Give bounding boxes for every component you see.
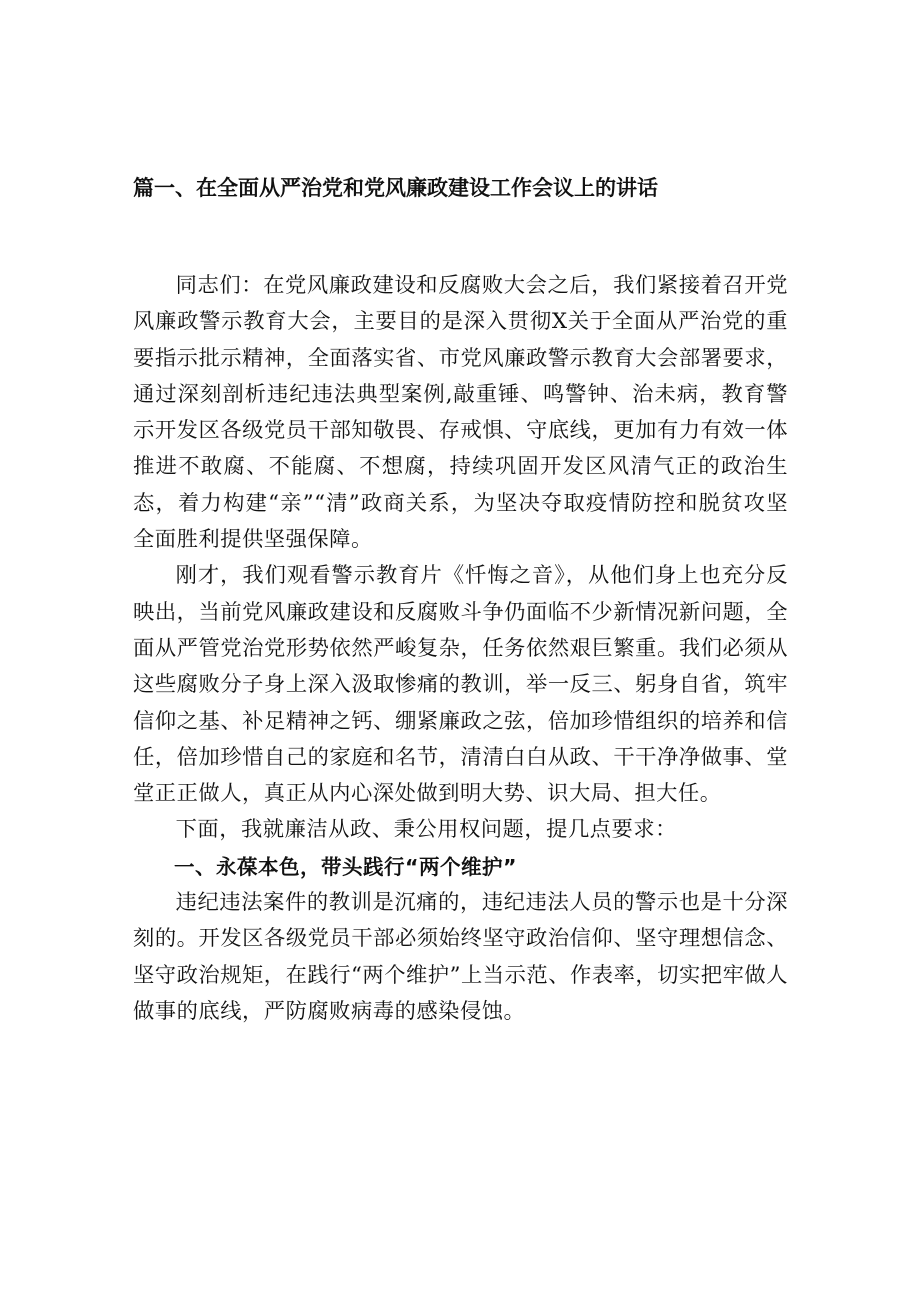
paragraph-requirements-intro: 下面，我就廉洁从政、秉公用权问题，提几点要求： xyxy=(175,817,677,843)
section-heading-1: 一、永葆本色，带头践行“两个维护” xyxy=(174,854,517,879)
paragraph-section-1: 违纪违法案件的教训是沉痛的，违纪违法人员的警示也是十分深刻的。开发区各级党员干部必须始终坚守政治信仰、坚守理想信念、坚守政治规矩，在践行“两个维护”上当示范、作表率，切实把牢做人做事的底线，严防腐败病毒的感染侵蚀。 xyxy=(133,890,788,1024)
document-body xyxy=(133,268,788,1030)
paragraph-opening: 同志们：在党风廉政建设和反腐败大会之后，我们紧接着召开党风廉政警示教育大会，主要目的是深入贯彻X关于全面从严治党的重要指示批示精神，全面落实省、市党风廉政警示教育大会部署要求，通过深刻剖析违纪违法典型案例,敲重锤、鸣警钟、治未病，教育警示开发区各级党员干部知敬畏、存戒惧、守底线，更加有力有效一体推进不敢腐、不能腐、不想腐，持续巩固开发区风清气正的政治生态，着力构建“亲”“清”政商关系，为坚决夺取疫情防控和脱贫攻坚全面胜利提供坚强保障。 xyxy=(133,273,788,553)
document-title: 篇一、在全面从严治党和党风廉政建设工作会议上的讲话 xyxy=(133,176,658,200)
paragraph-warning-film: 刚才，我们观看警示教育片《忏悔之音》，从他们身上也充分反映出，当前党风廉政建设和反腐败斗争仍面临不少新情况新问题，全面从严管党治党形势依然严峻复杂，任务依然艰巨繁重。我们必须从这些腐败分子身上深入汲取惨痛的教训，举一反三、躬身自省，筑牢信仰之基、补足精神之钙、绷紧廉政之弦，倍加珍惜组织的培养和信任，倍加珍惜自己的家庭和名节，清清白白从政、干干净净做事、堂堂正正做人，真正从内心深处做到明大势、识大局、担大任。 xyxy=(133,563,788,807)
